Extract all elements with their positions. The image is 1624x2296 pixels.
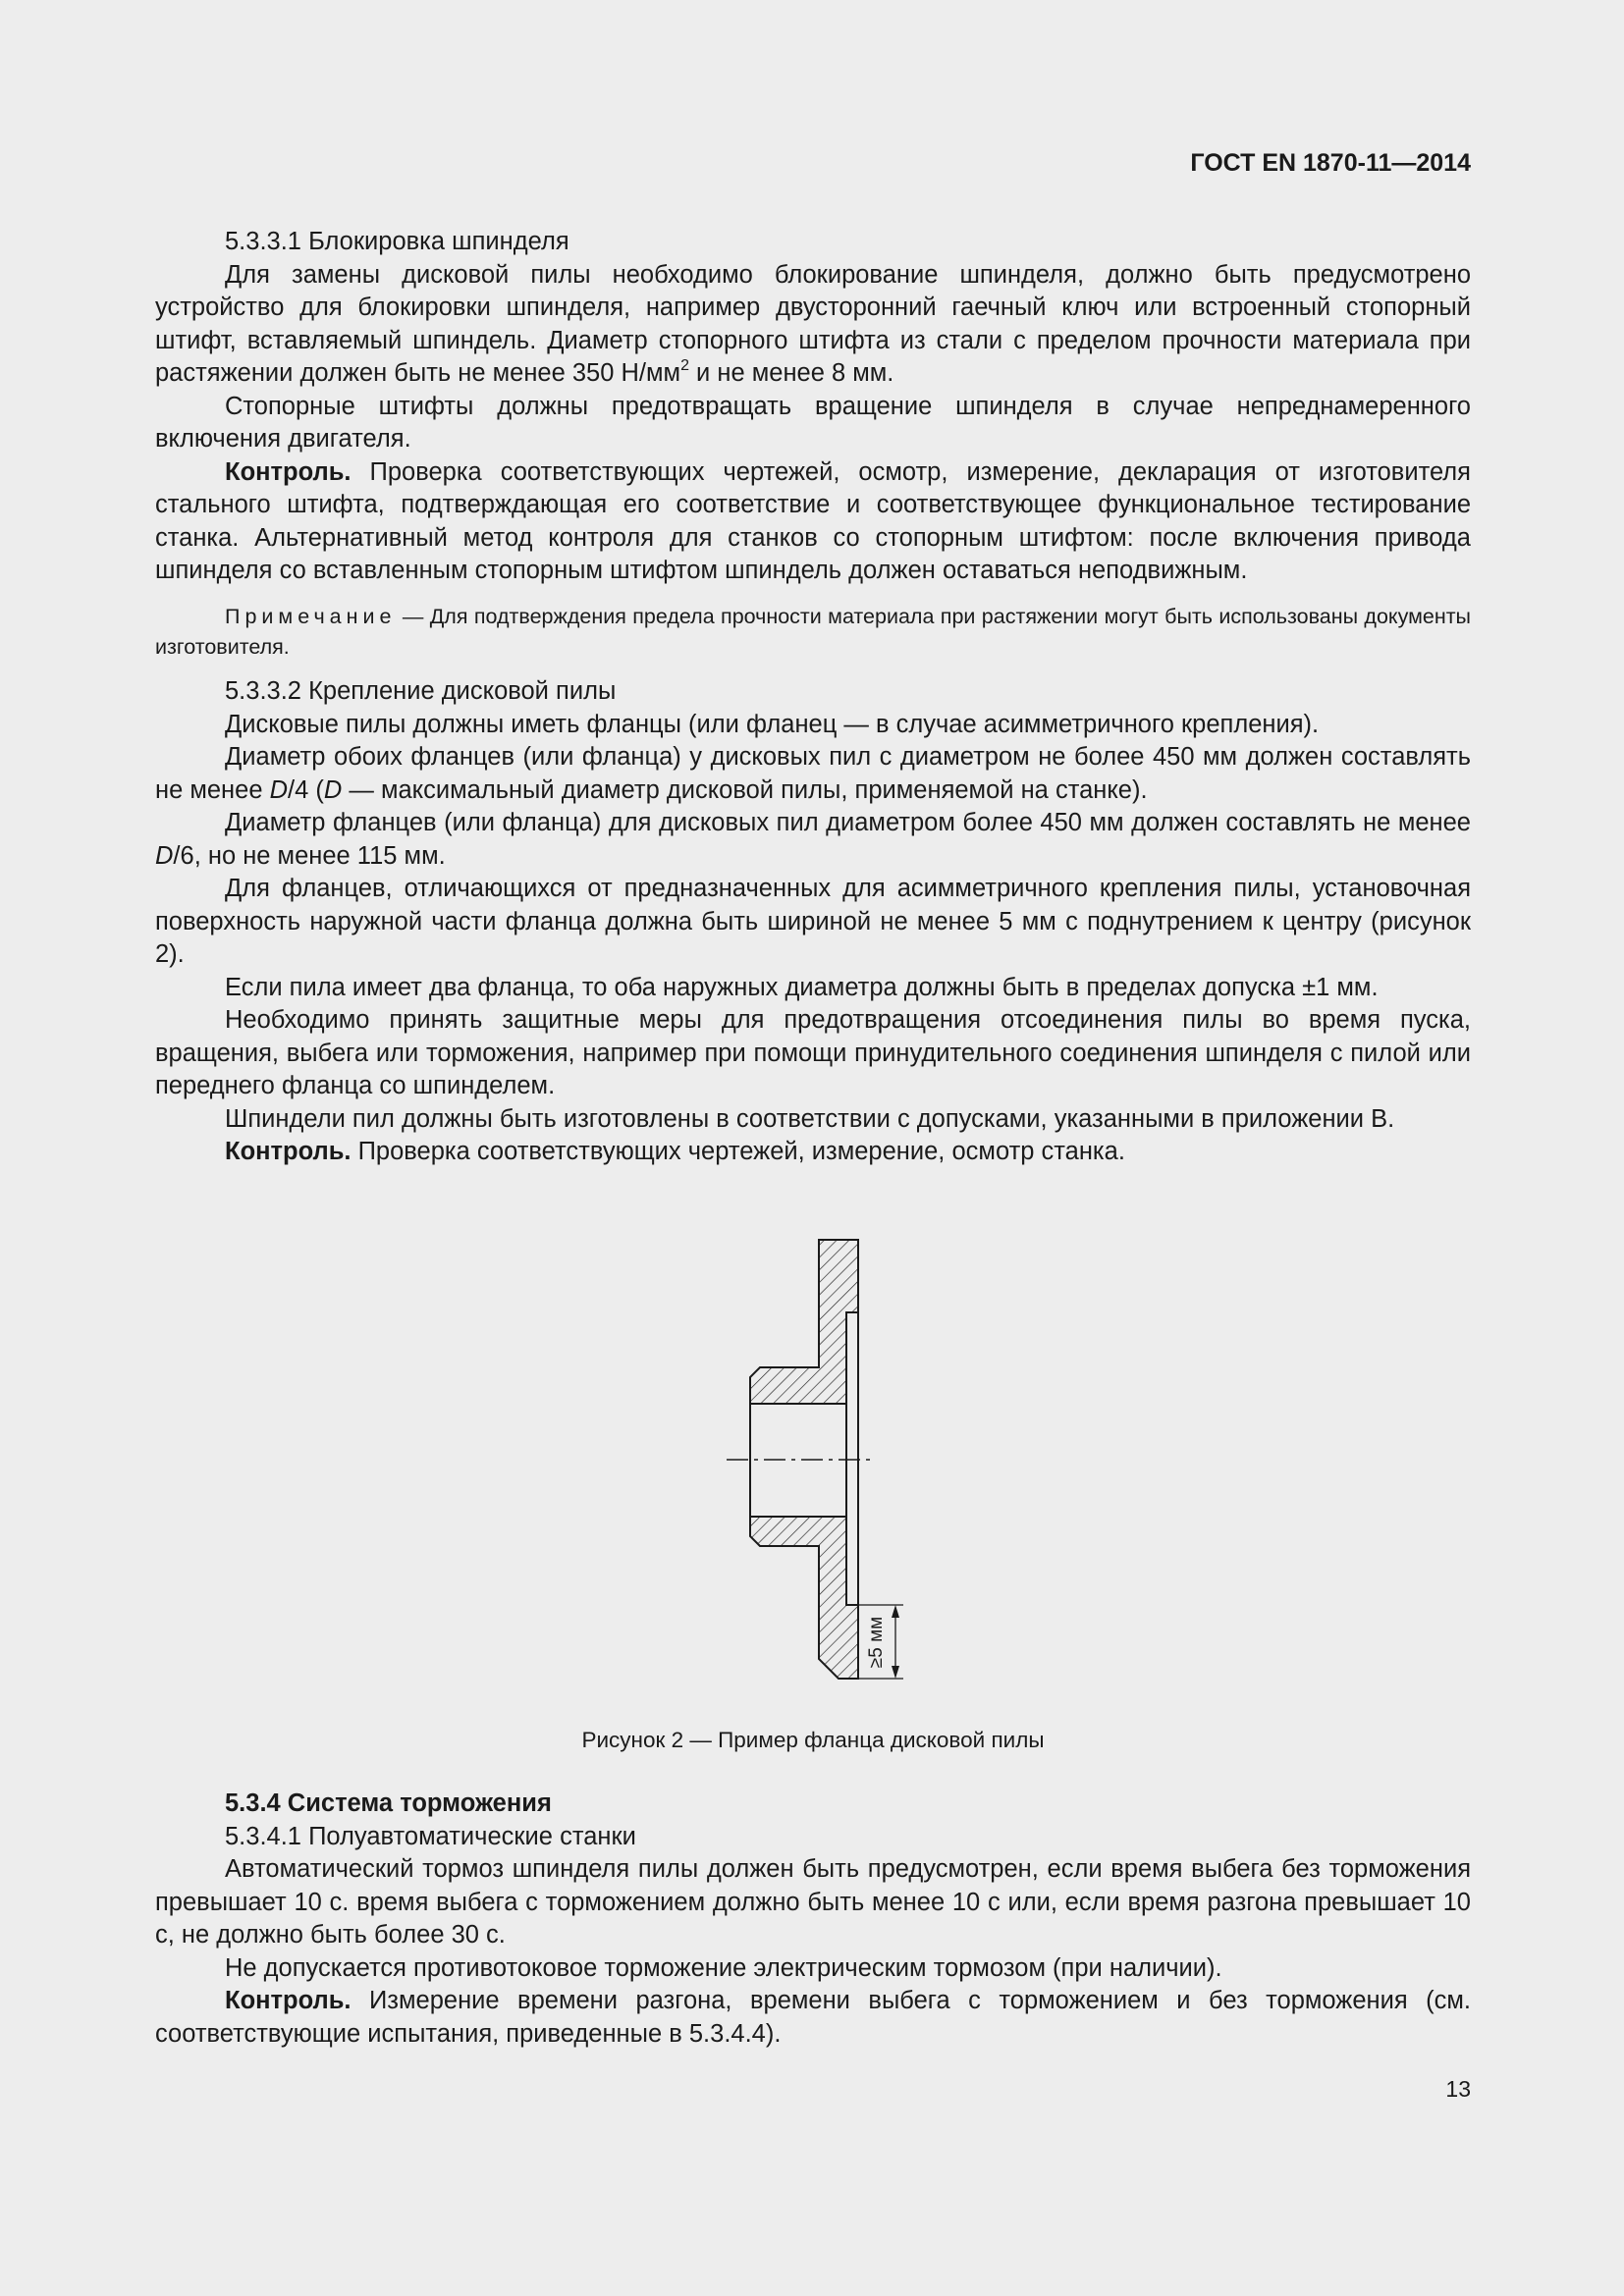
control-paragraph: Контроль. Проверка соответствующих чертежей, измерение, осмотр станка. <box>225 1138 1125 1165</box>
flange-drawing <box>707 1232 923 1703</box>
paragraph: Для фланцев, отличающихся от предназначенных для асимметричного крепления пилы, установочная поверхность наружной части фланца должна быть шириной не менее 5 мм с поднутрением к центру (рисунок 2). <box>155 875 1471 968</box>
section-title-5341: 5.3.4.1 Полуавтоматические станки <box>225 1822 636 1850</box>
control-label: Контроль. <box>225 1987 352 2014</box>
section-5332 <box>155 675 1471 1169</box>
flange-figure <box>707 1232 923 1708</box>
control-paragraph: Контроль. Измерение времени разгона, времени выбега с торможением и без торможения (см. соответствующие испытания, приведенные в 5.3.4.4). <box>155 1987 1471 2048</box>
control-label: Контроль. <box>225 457 352 486</box>
note: Примечание — Для подтверждения предела прочности материала при растяжении могут быть использованы документы изготовителя. <box>155 604 1471 659</box>
section-5331 <box>155 226 1471 663</box>
paragraph: Для замены дисковой пилы необходимо блокирование шпинделя, должно быть предусмотрено устройство для блокировки шпинделя, например двусторонний гаечный ключ или встроенный стопорный штифт, вставляемый шпиндель. Диаметр стопорного штифта из стали с пределом прочности материала при растяжении должен быть не менее 350 $Н/мм^2$ и не менее 8 мм. <box>155 260 1471 387</box>
control-paragraph: Контроль. Проверка соответствующих чертежей, осмотр, измерение, декларация от изготовителя стального штифта, подтверждающая его соответствие и соответствующее функциональное тестирование станка. Альтернативный метод контроля для станков со стопорным штифтом: после включения привода шпинделя со вставленным стопорным штифтом шпиндель должен оставаться неподвижным. <box>155 457 1471 584</box>
flange-section-lower <box>750 1517 858 1679</box>
paragraph: Стопорные штифты должны предотвращать вращение шпинделя в случае непреднамеренного включения двигателя. <box>155 392 1471 453</box>
paragraph: Если пила имеет два фланца, то оба наружных диаметра должны быть в пределах допуска ±1 мм. <box>225 973 1379 1001</box>
paragraph: Шпиндели пил должны быть изготовлены в соответствии с допусками, указанными в приложении В. <box>225 1104 1395 1133</box>
section-title-534: 5.3.4 Система торможения <box>225 1789 552 1817</box>
dimension-arrow <box>892 1666 899 1679</box>
paragraph: Дисковые пилы должны иметь фланцы (или фланец — в случае асимметричного крепления). <box>225 710 1320 738</box>
paragraph: Не допускается противотоковое торможение электрическим тормозом (при наличии). <box>225 1953 1222 1982</box>
paragraph: Необходимо принять защитные меры для предотвращения отсоединения пилы во время пуска, вращения, выбега или торможения, например при помощи принудительного соединения шпинделя с пилой или переднего фланца со шпинделем. <box>155 1006 1471 1099</box>
note-label: Примечание <box>225 604 397 628</box>
page-number: 13 <box>1445 2076 1471 2102</box>
figure-caption: Рисунок 2 — Пример фланца дисковой пилы <box>581 1728 1045 1752</box>
paragraph: Диаметр обоих фланцев (или фланца) у дисковых пил с диаметром не более 450 мм должен составлять не менее D/4 (D — максимальный диаметр дисковой пилы, применяемой на станке). <box>155 743 1471 804</box>
control-label: Контроль. <box>225 1138 352 1165</box>
dimension-arrow <box>892 1605 899 1618</box>
paragraph: Диаметр фланцев (или фланца) для дисковых пил диаметром более 450 мм должен составлять не менее D/6, но не менее 115 мм. <box>155 809 1471 870</box>
dimension-label: ≥5 мм <box>866 1616 887 1669</box>
section-title-5332: 5.3.3.2 Крепление дисковой пилы <box>225 677 617 705</box>
section-534 <box>155 1788 1471 2051</box>
paragraph: Автоматический тормоз шпинделя пилы должен быть предусмотрен, если время выбега без торможения превышает 10 с. время выбега с торможением должно быть менее 10 с или, если время разгона превышает 10 с, не должно быть более 30 с. <box>155 1855 1471 1949</box>
section-title-5331: 5.3.3.1 Блокировка шпинделя <box>225 228 569 255</box>
flange-section-upper <box>750 1240 858 1404</box>
document-id: ГОСТ EN 1870-11—2014 <box>1190 149 1471 177</box>
